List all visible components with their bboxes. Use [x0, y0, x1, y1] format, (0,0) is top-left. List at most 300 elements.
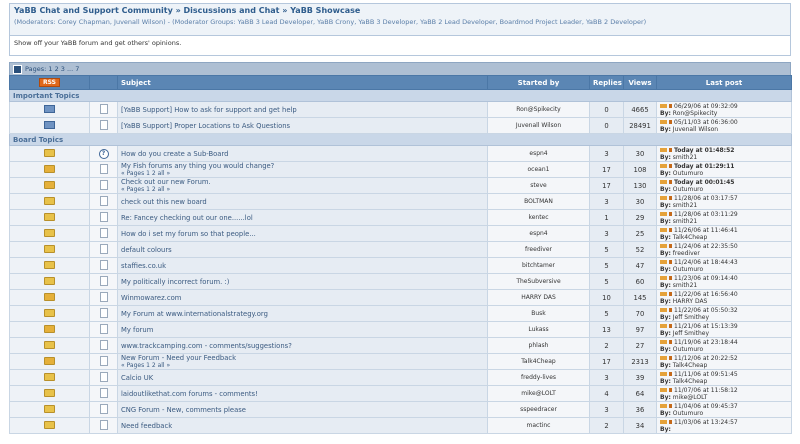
topic-subject-link[interactable]: Check out our new Forum.	[121, 178, 211, 186]
last-post-date[interactable]	[660, 307, 788, 314]
arrow-icon	[669, 104, 672, 108]
topic-subject-link[interactable]: My forum	[121, 325, 154, 334]
topic-subject-cell	[118, 274, 488, 290]
hot-topic-folder-icon	[44, 357, 55, 365]
topic-icon-cell	[10, 322, 90, 338]
last-post-icon	[660, 196, 667, 200]
topic-subject-link[interactable]: default colours	[121, 245, 172, 254]
last-post-cell	[657, 194, 792, 210]
last-post-icon	[660, 180, 667, 184]
replies-cell: 0	[590, 102, 624, 118]
document-icon	[100, 324, 108, 334]
last-post-author[interactable]: Juvenall Wilson	[670, 125, 719, 133]
topic-icon-cell	[10, 386, 90, 402]
message-icon-cell	[90, 338, 118, 354]
last-post-cell	[657, 418, 792, 434]
last-post-cell	[657, 226, 792, 242]
last-post-date[interactable]	[660, 403, 788, 410]
topic-subject-cell	[118, 306, 488, 322]
table-row	[10, 118, 792, 134]
arrow-icon	[669, 244, 672, 248]
last-post-date[interactable]	[660, 419, 788, 426]
last-post-icon	[660, 356, 667, 360]
topic-folder-icon	[44, 309, 55, 317]
last-post-date-text: 11/04/06 at 09:45:37	[674, 402, 738, 410]
arrow-icon	[669, 276, 672, 280]
last-post-by	[660, 202, 788, 209]
topic-subject-cell	[118, 118, 488, 134]
message-icon-cell	[90, 322, 118, 338]
topic-subject-link[interactable]: laidoutlikethat.com forums - comments!	[121, 389, 258, 398]
pagination-links[interactable]: Pages: 1 2 3 ... 7	[25, 65, 80, 73]
table-row	[10, 370, 792, 386]
views-cell: 60	[624, 274, 657, 290]
rss-header[interactable]	[10, 76, 90, 90]
table-row	[10, 242, 792, 258]
by-label: By:	[660, 153, 671, 161]
started-by-header[interactable]: Started by	[488, 76, 590, 90]
replies-cell: 3	[590, 402, 624, 418]
started-by-cell[interactable]: mactinc	[488, 418, 590, 434]
replies-cell: 13	[590, 322, 624, 338]
topic-icon-cell	[10, 306, 90, 322]
replies-cell: 2	[590, 338, 624, 354]
arrow-icon	[669, 180, 672, 184]
last-post-cell	[657, 322, 792, 338]
arrow-icon	[669, 120, 672, 124]
by-label: By:	[660, 361, 671, 369]
section-important-topics	[10, 90, 792, 102]
topic-icon-cell	[10, 402, 90, 418]
table-row	[10, 306, 792, 322]
message-icon-cell	[90, 354, 118, 370]
topic-icon-cell	[10, 338, 90, 354]
last-post-date-text: 11/28/06 at 03:17:57	[674, 194, 738, 202]
started-by-cell[interactable]: espn4	[488, 226, 590, 242]
started-by-cell[interactable]: Lukass	[488, 322, 590, 338]
views-cell: 64	[624, 386, 657, 402]
last-post-cell	[657, 118, 792, 134]
last-post-cell	[657, 102, 792, 118]
last-post-cell	[657, 354, 792, 370]
last-post-by	[660, 426, 788, 433]
started-by-cell[interactable]: BOLTMAN	[488, 194, 590, 210]
last-post-by	[660, 110, 788, 117]
arrow-icon	[669, 324, 672, 328]
last-post-date[interactable]	[660, 291, 788, 298]
arrow-icon	[669, 212, 672, 216]
topic-icon-cell	[10, 194, 90, 210]
document-icon	[100, 276, 108, 286]
topic-subject-link[interactable]: check out this new board	[121, 197, 207, 206]
last-post-by	[660, 362, 788, 369]
last-post-date[interactable]	[660, 355, 788, 362]
started-by-cell[interactable]: HARRY DAS	[488, 290, 590, 306]
last-post-date[interactable]	[660, 323, 788, 330]
topic-icon-cell	[10, 210, 90, 226]
started-by-cell[interactable]: sspeedracer	[488, 402, 590, 418]
views-header[interactable]: Views	[624, 76, 657, 90]
last-post-icon	[660, 372, 667, 376]
replies-cell: 17	[590, 178, 624, 194]
topic-subject-link[interactable]: How do i set my forum so that people...	[121, 229, 256, 238]
replies-header[interactable]: Replies	[590, 76, 624, 90]
replies-cell: 1	[590, 210, 624, 226]
last-post-icon	[660, 324, 667, 328]
by-label: By:	[660, 201, 671, 209]
document-icon	[100, 372, 108, 382]
last-post-cell	[657, 242, 792, 258]
last-post-date[interactable]	[660, 119, 788, 126]
views-cell: 2313	[624, 354, 657, 370]
last-post-by	[660, 250, 788, 257]
views-cell: 25	[624, 226, 657, 242]
last-post-icon	[660, 244, 667, 248]
table-row	[10, 162, 792, 178]
topic-subject-link[interactable]: My politically incorrect forum. :)	[121, 277, 230, 286]
replies-cell: 4	[590, 386, 624, 402]
last-post-date[interactable]	[660, 227, 788, 234]
started-by-cell[interactable]: Juvenall Wilson	[488, 118, 590, 134]
topic-subject-cell	[118, 258, 488, 274]
last-post-author[interactable]: smith21	[670, 281, 698, 289]
section-board-topics	[10, 134, 792, 146]
last-post-author[interactable]: freediver	[670, 249, 700, 257]
views-cell: 28491	[624, 118, 657, 134]
last-post-date[interactable]	[660, 339, 788, 346]
last-post-author[interactable]: Jeff Smithey	[670, 313, 710, 321]
topic-icon-cell	[10, 242, 90, 258]
last-post-author[interactable]: Outumuro	[670, 409, 704, 417]
document-icon	[100, 260, 108, 270]
by-label: By:	[660, 249, 671, 257]
topic-icon-cell	[10, 226, 90, 242]
started-by-cell[interactable]: phlash	[488, 338, 590, 354]
last-post-icon	[660, 212, 667, 216]
started-by-cell[interactable]: bitchtamer	[488, 258, 590, 274]
by-label: By:	[660, 297, 671, 305]
replies-cell: 3	[590, 194, 624, 210]
topic-subject-cell	[118, 146, 488, 162]
last-post-date-text: Today at 00:01:45	[674, 178, 735, 186]
topic-icon-cell	[10, 162, 90, 178]
document-icon	[100, 420, 108, 430]
last-post-date-text: 11/11/06 at 09:51:45	[674, 370, 738, 378]
topic-subject-link[interactable]: My Forum at www.internationalstrategy.org	[121, 309, 268, 318]
last-post-author[interactable]: Talk4Cheap	[670, 233, 708, 241]
topic-subject-link[interactable]: My Fish forums any thing you would change?	[121, 162, 275, 170]
topic-subject-link[interactable]: How do you create a Sub-Board	[121, 149, 229, 158]
message-icon-cell	[90, 178, 118, 194]
announcement-icon	[44, 105, 55, 113]
hot-topic-folder-icon	[44, 165, 55, 173]
last-post-icon	[660, 164, 667, 168]
started-by-cell[interactable]: steve	[488, 178, 590, 194]
last-post-by	[660, 218, 788, 225]
topic-subject-cell	[118, 338, 488, 354]
document-icon	[100, 388, 108, 398]
last-post-date-text: 11/24/06 at 22:35:50	[674, 242, 738, 250]
by-label: By:	[660, 377, 671, 385]
started-by-cell[interactable]: ocean1	[488, 162, 590, 178]
arrow-icon	[669, 164, 672, 168]
topic-icon-cell	[10, 290, 90, 306]
last-post-cell	[657, 210, 792, 226]
views-cell: 30	[624, 194, 657, 210]
last-post-icon	[660, 228, 667, 232]
replies-cell: 17	[590, 162, 624, 178]
last-post-date-text: 11/24/06 at 18:44:43	[674, 258, 738, 266]
topic-subject-link[interactable]: [YaBB Support] How to ask for support and get help	[121, 105, 297, 114]
topic-icon-cell	[10, 354, 90, 370]
message-icon-cell	[90, 162, 118, 178]
last-post-date[interactable]	[660, 195, 788, 202]
rss-icon[interactable]: RSS	[39, 78, 60, 87]
started-by-cell[interactable]: freediver	[488, 242, 590, 258]
subject-header[interactable]: Subject	[118, 76, 488, 90]
arrow-icon	[669, 356, 672, 360]
topic-subject-cell	[118, 178, 488, 194]
message-icon-cell	[90, 210, 118, 226]
pages-icon	[13, 65, 22, 74]
message-icon-cell	[90, 102, 118, 118]
topic-subject-link[interactable]: CNG Forum - New, comments please	[121, 405, 246, 414]
last-post-date-text: 11/26/06 at 11:46:41	[674, 226, 738, 234]
last-post-author[interactable]: smith21	[670, 217, 698, 225]
by-label: By:	[660, 281, 671, 289]
topic-folder-icon	[44, 245, 55, 253]
last-post-date[interactable]	[660, 259, 788, 266]
last-post-date-text: 11/19/06 at 23:18:44	[674, 338, 738, 346]
message-icon-cell	[90, 242, 118, 258]
views-cell: 29	[624, 210, 657, 226]
message-icon-cell	[90, 386, 118, 402]
replies-cell: 10	[590, 290, 624, 306]
views-cell: 47	[624, 258, 657, 274]
topic-folder-icon	[44, 389, 55, 397]
last-post-cell	[657, 402, 792, 418]
topic-subject-link[interactable]: [YaBB Support] Proper Locations to Ask Questions	[121, 121, 291, 130]
last-post-icon	[660, 104, 667, 108]
table-row	[10, 338, 792, 354]
replies-cell: 5	[590, 306, 624, 322]
document-icon	[100, 120, 108, 130]
topic-subject-link[interactable]: Winmowarez.com	[121, 293, 182, 302]
topic-subject-link[interactable]: Re: Fancey checking out our one......lol	[121, 213, 253, 222]
hot-topic-folder-icon	[44, 293, 55, 301]
document-icon	[100, 340, 108, 350]
last-post-author[interactable]: smith21	[670, 201, 698, 209]
topic-folder-icon	[44, 421, 55, 429]
by-label: By:	[660, 185, 671, 193]
topic-subject-cell	[118, 418, 488, 434]
last-post-icon	[660, 120, 667, 124]
started-by-cell[interactable]: freddy-lives	[488, 370, 590, 386]
question-icon: ?	[99, 149, 109, 159]
last-post-cell	[657, 146, 792, 162]
table-row	[10, 274, 792, 290]
last-post-icon	[660, 340, 667, 344]
last-post-date[interactable]	[660, 163, 788, 170]
topic-subject-link[interactable]: www.trackcamping.com - comments/suggestions?	[121, 341, 292, 350]
arrow-icon	[669, 420, 672, 424]
by-label: By:	[660, 345, 671, 353]
last-post-date-text: 11/22/06 at 16:56:40	[674, 290, 738, 298]
topic-icon-cell	[10, 102, 90, 118]
views-cell: 130	[624, 178, 657, 194]
table-row	[10, 258, 792, 274]
replies-cell: 0	[590, 118, 624, 134]
last-post-date[interactable]	[660, 147, 788, 154]
last-post-header[interactable]: Last post	[657, 76, 792, 90]
last-post-cell	[657, 370, 792, 386]
topic-pages-links[interactable]: « Pages 1 2 all »	[121, 186, 171, 193]
topic-subject-cell	[118, 386, 488, 402]
by-label: By:	[660, 109, 671, 117]
topic-icon-cell	[10, 118, 90, 134]
last-post-by	[660, 298, 788, 305]
started-by-cell[interactable]: TheSubversive	[488, 274, 590, 290]
topic-subject-cell	[118, 322, 488, 338]
last-post-author[interactable]: Outumuro	[670, 169, 704, 177]
last-post-date-text: 11/22/06 at 05:50:32	[674, 306, 738, 314]
document-icon	[100, 164, 108, 174]
by-label: By:	[660, 125, 671, 133]
message-icon-cell	[90, 306, 118, 322]
last-post-by	[660, 266, 788, 273]
started-by-cell[interactable]: espn4	[488, 146, 590, 162]
message-icon-cell	[90, 418, 118, 434]
board-description: Show off your YaBB forum and get others' opinions.	[9, 36, 791, 56]
table-row	[10, 290, 792, 306]
last-post-by	[660, 170, 788, 177]
views-cell: 34	[624, 418, 657, 434]
topic-folder-icon	[44, 373, 55, 381]
views-cell: 36	[624, 402, 657, 418]
message-icon-cell	[90, 370, 118, 386]
last-post-author[interactable]: Outumuro	[670, 265, 704, 273]
last-post-cell	[657, 306, 792, 322]
topic-folder-icon	[44, 149, 55, 157]
started-by-cell[interactable]: mike@LOLT	[488, 386, 590, 402]
announcement-icon	[44, 121, 55, 129]
arrow-icon	[669, 340, 672, 344]
arrow-icon	[669, 388, 672, 392]
started-by-cell[interactable]: Busk	[488, 306, 590, 322]
table-row	[10, 178, 792, 194]
last-post-author[interactable]: Talk4Cheap	[670, 377, 708, 385]
message-icon-cell	[90, 146, 118, 162]
topic-subject-link[interactable]: staffies.co.uk	[121, 261, 167, 270]
started-by-cell[interactable]: kentec	[488, 210, 590, 226]
last-post-author[interactable]: Outumuro	[670, 345, 704, 353]
last-post-date[interactable]	[660, 211, 788, 218]
last-post-author[interactable]: mike@LOLT	[670, 393, 708, 401]
last-post-author[interactable]: Ron@Spikecity	[670, 109, 718, 117]
topic-folder-icon	[44, 229, 55, 237]
views-cell: 27	[624, 338, 657, 354]
last-post-icon	[660, 388, 667, 392]
topic-subject-link[interactable]: Need feedback	[121, 421, 173, 430]
last-post-date[interactable]	[660, 179, 788, 186]
last-post-icon	[660, 260, 667, 264]
last-post-date[interactable]	[660, 387, 788, 394]
views-cell: 145	[624, 290, 657, 306]
topic-subject-cell	[118, 402, 488, 418]
by-label: By:	[660, 217, 671, 225]
arrow-icon	[669, 404, 672, 408]
views-cell: 70	[624, 306, 657, 322]
last-post-date[interactable]	[660, 371, 788, 378]
topic-subject-link[interactable]: New Forum - Need your Feedback	[121, 354, 237, 362]
document-icon	[100, 104, 108, 114]
topic-subject-cell	[118, 210, 488, 226]
last-post-date[interactable]	[660, 275, 788, 282]
last-post-date-text: 11/23/06 at 09:14:40	[674, 274, 738, 282]
topic-icon-cell	[10, 258, 90, 274]
topic-subject-cell	[118, 226, 488, 242]
table-row	[10, 386, 792, 402]
replies-cell: 5	[590, 242, 624, 258]
topic-pages-links[interactable]: « Pages 1 2 all »	[121, 362, 171, 369]
topic-pages-links[interactable]: « Pages 1 2 all »	[121, 170, 171, 177]
document-icon	[100, 308, 108, 318]
last-post-icon	[660, 420, 667, 424]
topic-subject-cell	[118, 290, 488, 306]
table-row	[10, 402, 792, 418]
table-row	[10, 194, 792, 210]
breadcrumb[interactable]: YaBB Chat and Support Community » Discussions and Chat » YaBB Showcase	[14, 6, 361, 15]
last-post-by	[660, 154, 788, 161]
arrow-icon	[669, 372, 672, 376]
moderators-line[interactable]: (Moderators: Corey Chapman, Juvenall Wilson) - (Moderator Groups: YaBB 3 Lead Developer, YaBB Crony, YaBB 3 Developer, YaBB 2 Lead Developer, Boardmod Project Leader, YaBB 2 Developer)	[14, 18, 647, 26]
section-important-topics-label: Important Topics	[10, 90, 792, 102]
document-icon	[100, 180, 108, 190]
views-cell: 108	[624, 162, 657, 178]
last-post-author[interactable]: smith21	[670, 153, 698, 161]
last-post-by	[660, 282, 788, 289]
last-post-date[interactable]	[660, 103, 788, 110]
replies-cell: 2	[590, 418, 624, 434]
last-post-date[interactable]	[660, 243, 788, 250]
last-post-cell	[657, 178, 792, 194]
table-row	[10, 322, 792, 338]
by-label: By:	[660, 409, 671, 417]
arrow-icon	[669, 292, 672, 296]
document-icon	[100, 292, 108, 302]
last-post-date-text: 11/07/06 at 11:58:12	[674, 386, 738, 394]
last-post-author[interactable]: HARRY DAS	[670, 297, 708, 305]
message-icon-cell	[90, 258, 118, 274]
document-icon	[100, 212, 108, 222]
last-post-author[interactable]: Outumuro	[670, 185, 704, 193]
last-post-author[interactable]: Talk4Cheap	[670, 361, 708, 369]
last-post-by	[660, 126, 788, 133]
last-post-author[interactable]: Jeff Smithey	[670, 329, 710, 337]
last-post-cell	[657, 274, 792, 290]
started-by-cell[interactable]: Ron@Spikecity	[488, 102, 590, 118]
replies-cell: 5	[590, 258, 624, 274]
document-icon	[100, 196, 108, 206]
started-by-cell[interactable]: Talk4Cheap	[488, 354, 590, 370]
document-icon	[100, 356, 108, 366]
topic-subject-link[interactable]: Calcio UK	[121, 373, 154, 382]
last-post-date-text: 11/03/06 at 13:24:57	[674, 418, 738, 426]
topic-subject-cell	[118, 370, 488, 386]
last-post-date-text: 05/11/03 at 06:36:00	[674, 118, 738, 126]
topic-folder-icon	[44, 405, 55, 413]
last-post-date-text: 06/29/06 at 09:32:09	[674, 102, 738, 110]
